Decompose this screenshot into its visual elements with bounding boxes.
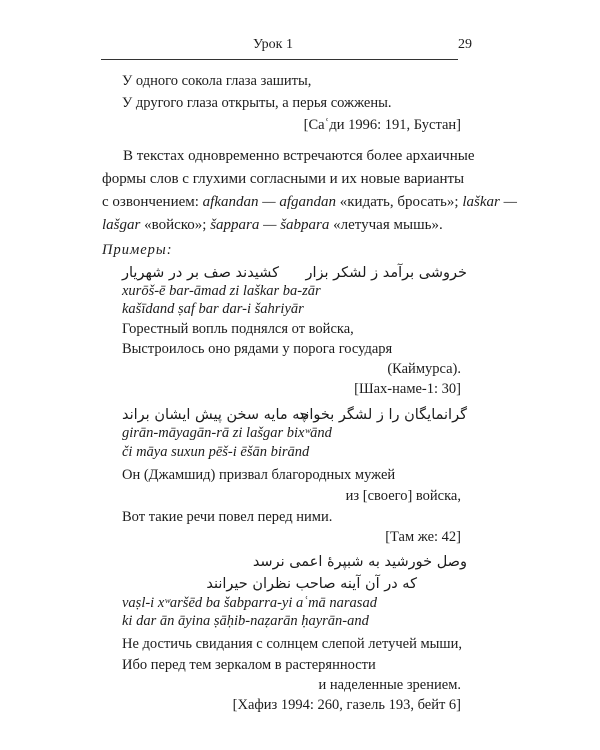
ex1-translation2: Выстроилось оно рядами у порога государя	[122, 341, 393, 357]
ex2-persian-left: چه مایه سخن پیش ایشان براند	[122, 407, 309, 423]
word-sappara: šappara — šabpara	[210, 217, 330, 233]
poem1-line1: У одного сокола глаза зашиты,	[122, 73, 312, 89]
poem1-source: [Саʿди 1996: 191, Бустан]	[303, 117, 461, 133]
meaning-kidat: «кидать, бросать»;	[336, 194, 463, 210]
examples-label: Примеры:	[102, 242, 173, 258]
ex1-translation3: (Каймурса).	[387, 361, 461, 377]
ex3-translit2: ki dar ān āyina ṣāḥib-naẓarān ḥayrān-and	[122, 613, 369, 629]
ex3-persian-line1: وصل خورشید به شبپرهٔ اعمی نرسد	[252, 554, 467, 570]
poem1-line2: У другого глаза открыты, а перья сожжены.	[122, 95, 392, 111]
ex3-translation2: Ибо перед тем зеркалом в растерянности	[122, 657, 376, 673]
ex3-translation1: Не достичь свидания с солнцем слепой летучей мыши,	[122, 636, 462, 652]
para-line3	[102, 192, 517, 213]
ex3-translation3: и наделенные зрением.	[318, 677, 461, 693]
para-line4	[102, 215, 443, 236]
ex2-source: [Там же: 42]	[385, 529, 461, 545]
ex1-translit1: xurōš-ē bar-āmad zi laškar ba-zār	[122, 283, 321, 299]
ex1-source: [Шах-наме-1: 30]	[354, 381, 461, 397]
ex2-translit1: girān-māyagān-rā zi lašgar bixʷānd	[122, 425, 332, 441]
ex1-persian-right: خروشی برآمد ز لشکر بزار	[305, 265, 467, 281]
para-line1: В текстах одновременно встречаются более архаичные	[123, 148, 475, 164]
word-afkandan: afkandan — afgandan	[202, 194, 337, 210]
ex2-translation3: Вот такие речи повел перед ними.	[122, 509, 333, 525]
ex2-translation1: Он (Джамшид) призвал благородных мужей	[122, 467, 396, 483]
ex2-translit2: či māya suxun pēš-i ēšān birānd	[122, 444, 310, 460]
running-header-title: Урок 1	[253, 37, 293, 52]
meaning-voysko: «войско»;	[140, 217, 211, 233]
para-line2: формы слов с глухими согласными и их новые варианты	[102, 171, 465, 187]
page-number: 29	[458, 37, 472, 52]
ex3-translit1: vaṣl-i xʷaršēd ba šabparra-yi aʿmā narasad	[122, 595, 377, 611]
ex2-persian-right: گرانمایگان را ز لشگر بخواند	[297, 407, 467, 423]
ex3-persian-line2: که در آن آینه صاحب نظران حیرانند	[206, 576, 417, 592]
ex3-source: [Хафиз 1994: 260, газель 193, бейт 6]	[232, 697, 461, 713]
para-line3-lead: с озвончением:	[102, 194, 203, 210]
ex1-translation1: Горестный вопль поднялся от войска,	[122, 321, 354, 337]
meaning-mysh: «летучая мышь».	[329, 217, 443, 233]
ex1-persian-left: کشیدند صف بر در شهریار	[122, 265, 280, 281]
ex2-translation2: из [своего] войска,	[345, 488, 461, 504]
ex1-translit2: kašīdand ṣaf bar dar-i šahriyār	[122, 301, 304, 317]
word-lasgar: lašgar	[102, 217, 141, 233]
header-rule	[101, 59, 458, 60]
word-laskar: laškar —	[462, 194, 517, 210]
